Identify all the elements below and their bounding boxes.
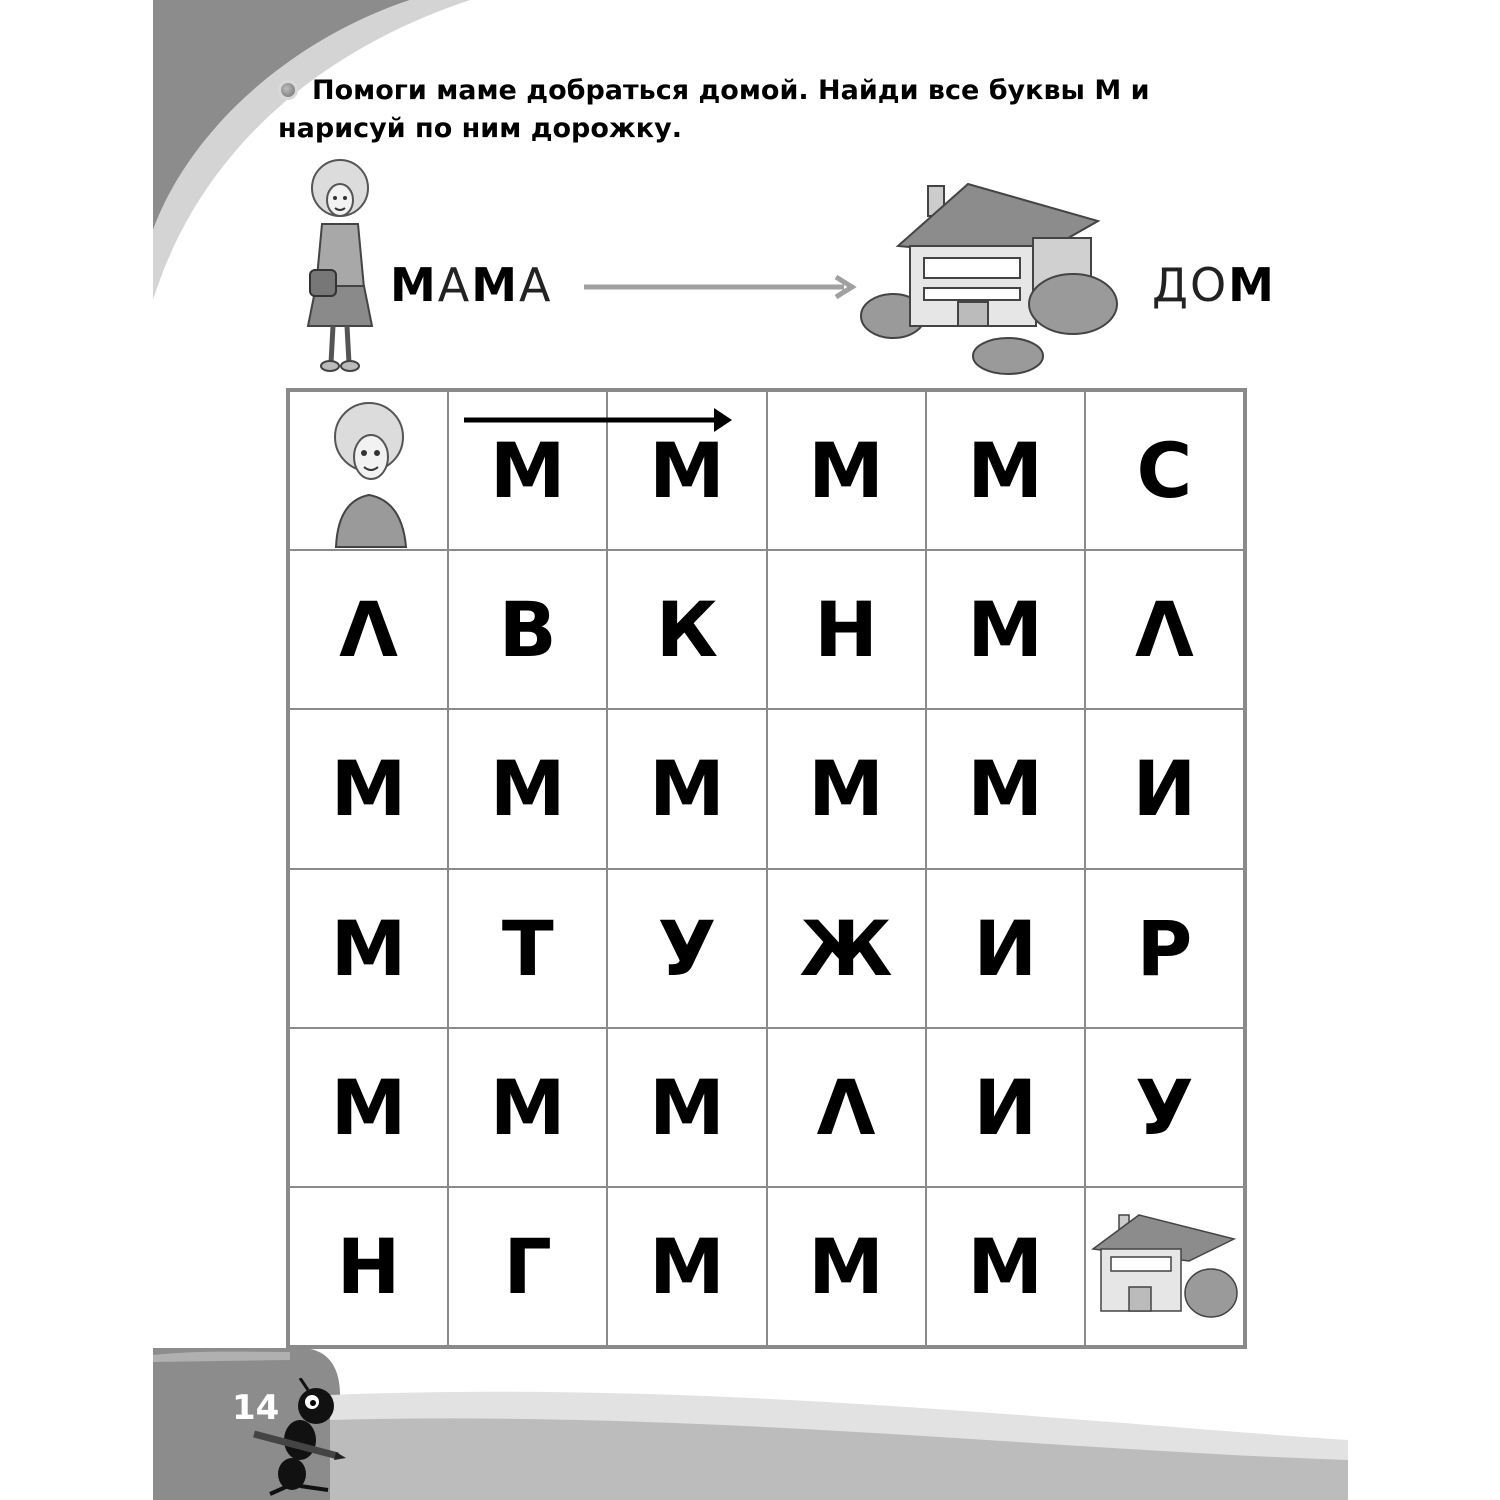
grid-cell-letter[interactable]: М	[448, 709, 607, 868]
grid-cell-letter[interactable]: М	[607, 1028, 766, 1187]
grid-cell-letter[interactable]: В	[448, 550, 607, 709]
grid-cell-letter[interactable]: М	[448, 391, 607, 550]
grid-cell-letter[interactable]: М	[607, 1187, 766, 1346]
word-mama-letter: А	[437, 258, 472, 312]
grid-cell-letter[interactable]: М	[926, 1187, 1085, 1346]
instruction-text: Помоги маме добраться домой. Найди все буквы М и нарисуй по ним дорожку.	[278, 75, 1150, 144]
grid-cell-letter[interactable]: М	[767, 391, 926, 550]
grid-cell-letter[interactable]: С	[1085, 391, 1244, 550]
grid-cell-letter[interactable]: И	[1085, 709, 1244, 868]
grid-cell-letter[interactable]: Ж	[767, 869, 926, 1028]
word-dom-letter: О	[1189, 258, 1229, 312]
grid-cell-letter[interactable]: М	[767, 1187, 926, 1346]
grid-cell-letter[interactable]: М	[289, 709, 448, 868]
hint-arrow-icon	[462, 406, 738, 434]
grid-cell-letter[interactable]: И	[926, 869, 1085, 1028]
grid-cell-letter[interactable]: Н	[767, 550, 926, 709]
mom-picture-icon	[324, 401, 414, 549]
page-number: 14	[232, 1388, 280, 1428]
grid-cell-letter[interactable]: М	[448, 1028, 607, 1187]
grid-cell-letter[interactable]: М	[289, 1028, 448, 1187]
grid-cell-letter[interactable]: Н	[289, 1187, 448, 1346]
word-dom	[1152, 258, 1276, 312]
grid-cell-letter[interactable]: У	[1085, 1028, 1244, 1187]
grid-cell-letter[interactable]: М	[289, 869, 448, 1028]
house-illustration	[858, 176, 1120, 376]
grid-cell-finish[interactable]	[1085, 1187, 1244, 1346]
grid-cell-letter[interactable]: Р	[1085, 869, 1244, 1028]
word-mama	[390, 258, 553, 312]
grid-cell-letter[interactable]: И	[926, 1028, 1085, 1187]
direction-arrow-icon	[582, 272, 858, 302]
grid-cell-letter[interactable]: Λ	[767, 1028, 926, 1187]
word-mama-letter: М	[390, 258, 438, 312]
grid-cell-letter[interactable]: М	[926, 709, 1085, 868]
word-dom-letter: М	[1228, 258, 1276, 312]
word-mama-letter: М	[471, 258, 520, 312]
grid-cell-letter[interactable]: М	[607, 391, 766, 550]
word-mama-letter: А	[519, 258, 553, 312]
grid-cell-letter[interactable]: К	[607, 550, 766, 709]
grid-cell-letter[interactable]: Λ	[1085, 550, 1244, 709]
house-picture-icon	[1089, 1211, 1239, 1321]
grid-cell-letter[interactable]: Г	[448, 1187, 607, 1346]
word-dom-letter: Д	[1152, 258, 1190, 312]
grid-cell-letter[interactable]: М	[767, 709, 926, 868]
mom-illustration	[300, 158, 380, 376]
grid-cell-letter[interactable]: Т	[448, 869, 607, 1028]
bullet-icon	[278, 80, 298, 100]
grid-cell-letter[interactable]: У	[607, 869, 766, 1028]
grid-cell-letter[interactable]: М	[926, 550, 1085, 709]
grid-cell-letter[interactable]: М	[607, 709, 766, 868]
letter-grid	[286, 388, 1247, 1349]
grid-cell-start[interactable]	[289, 391, 448, 550]
grid-cell-letter[interactable]: М	[926, 391, 1085, 550]
grid-cell-letter[interactable]: Λ	[289, 550, 448, 709]
